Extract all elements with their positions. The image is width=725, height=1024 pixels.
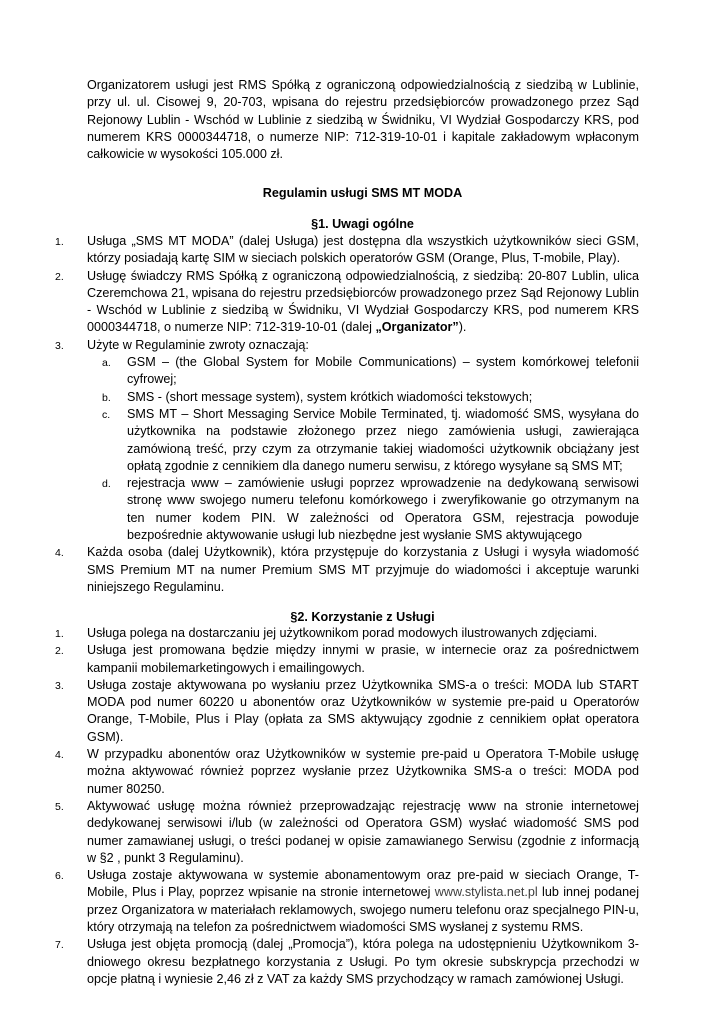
definition-letter: d. bbox=[102, 478, 111, 491]
item-number: 2. bbox=[55, 645, 64, 658]
list-item bbox=[0, 798, 725, 867]
definition-item bbox=[0, 354, 725, 389]
definition-text: GSM – (the Global System for Mobile Communications) – system komórkowej telefonii cyfrowej; bbox=[127, 355, 639, 387]
item-text: Usługa polega na dostarczaniu jej użytkownikom porad modowych ilustrowanych zdjęciami. bbox=[87, 626, 598, 640]
item-number: 1. bbox=[55, 236, 64, 248]
definition-letter: a. bbox=[102, 357, 111, 370]
item-number: 1. bbox=[55, 628, 64, 640]
item-number: 6. bbox=[55, 870, 64, 883]
list-item bbox=[0, 337, 725, 354]
definition-letter: b. bbox=[102, 391, 111, 404]
definition-text: SMS - (short message system), system krótkich wiadomości tekstowych; bbox=[127, 389, 533, 404]
item-number: 4. bbox=[55, 749, 64, 762]
item-text: Użyte w Regulaminie zwroty oznaczają: bbox=[87, 337, 309, 352]
list-item bbox=[0, 936, 725, 988]
website-link[interactable]: www.stylista.net.pl bbox=[434, 885, 538, 900]
item-number: 7. bbox=[55, 939, 64, 952]
definition-text: rejestracja www – zamówienie usługi poprzez wprowadzenie na dedykowaną serwisowi stronę www swojego numeru telefonu komórkowego i zweryfikowanie go otrzymanym na ten numer kodem PIN. W zależności od Operatora GSM, rejestracja powoduje bezpośrednie aktywowanie usługi lub niezbędne jest wysłanie SMS aktywującego bbox=[127, 476, 639, 543]
list-item bbox=[0, 268, 725, 337]
list-item bbox=[0, 867, 725, 936]
item-text: Usługa zostaje aktywowana w systemie abonamentowym oraz pre-paid w sieciach Orange, T-Mobile, Plus i Play, poprzez wpisanie na stronie internetowej www.stylista.net.pl lub innej podanej przez Organizatora w materiałach reklamowych, swojego numeru telefonu oraz specjalnego PIN-u, który otrzymają na telefon za pośrednictwem wiadomości SMS wysłanej z systemu RMS. bbox=[87, 868, 639, 935]
list-item bbox=[0, 746, 725, 798]
item-number: 2. bbox=[55, 270, 64, 283]
list-item bbox=[0, 233, 725, 268]
list-item bbox=[0, 677, 725, 746]
item-text: Usługa zostaje aktywowana po wysłaniu przez Użytkownika SMS-a o treści: MODA lub START MODA pod numer 60220 u abonentów oraz Użytkowników w systemie pre-paid u Operatorów Orange, T-Mobile, Plus i Play (opłata za SMS aktywujący zgodnie z cennikiem opłat operatora GSM). bbox=[87, 677, 639, 744]
definition-item bbox=[0, 475, 725, 544]
organizator-term: „Organizator” bbox=[375, 320, 459, 335]
item-number: 5. bbox=[55, 800, 64, 813]
item-text: Usługa „SMS MT MODA” (dalej Usługa) jest dostępna dla wszystkich użytkowników sieci GSM, którzy posiadają kartę SIM w sieciach polskich operatorów GSM (Orange, Plus, T-mobile, Play). bbox=[87, 234, 639, 266]
definition-item bbox=[0, 406, 725, 475]
item-number: 3. bbox=[55, 339, 64, 352]
list-item bbox=[0, 642, 725, 677]
section-2-heading: §2. Korzystanie z Usługi bbox=[290, 610, 435, 624]
list-item bbox=[0, 625, 725, 642]
definition-text: SMS MT – Short Messaging Service Mobile Terminated, tj. wiadomość SMS, wysyłana do użytkownika na podstawie złożonego przez niego zamówienia usługi, zawierająca zamówioną treść, przy czym za otrzymanie takiej wiadomości użytkownik obciążany jest opłatą zgodnie z cennikiem dla danego numeru serwisu, z którego wysyłane są SMS MT; bbox=[127, 406, 639, 473]
section-2-list bbox=[0, 625, 725, 988]
definition-item bbox=[0, 389, 725, 406]
section-1-heading: §1. Uwagi ogólne bbox=[311, 217, 414, 231]
item-number: 3. bbox=[55, 679, 64, 692]
item-number: 4. bbox=[55, 547, 64, 560]
item-text: Każda osoba (dalej Użytkownik), która przystępuje do korzystania z Usługi i wysyła wiadomość SMS Premium MT na numer Premium SMS MT przyjmuje do wiadomości i akceptuje warunki niniejszego Regulaminu. bbox=[87, 545, 639, 594]
item-text: Usługę świadczy RMS Spółką z ograniczoną odpowiedzialnością, z siedzibą: 20-807 Lublin, ulica Czeremchowa 21, wpisana do rejestru przedsiębiorców prowadzonego przez Sąd Rejonowy Lublin - Wschód w Lublinie z siedzibą w Świdniku, VI Wydział Gospodarczy KRS, pod numerem KRS 0000344718, o numerze NIP: 712-319-10-01 (dalej „Organizator”). bbox=[87, 268, 639, 335]
definition-letter: c. bbox=[102, 408, 111, 421]
item-text: Usługa jest promowana będzie między innymi w prasie, w internecie oraz za pośrednictwem kampanii mobilemarketingowych i emailingowych. bbox=[87, 643, 639, 675]
document-title: Regulamin usługi SMS MT MODA bbox=[262, 186, 463, 200]
intro-paragraph: Organizatorem usługi jest RMS Spółką z ograniczoną odpowiedzialnością z siedzibą w Lublinie, przy ul. ul. Cisowej 9, 20-703, wpisana do rejestru przedsiębiorców prowadzonego przez Sąd Rejonowy Lublin - Wschód w Lublinie z siedzibą w Świdniku, VI Wydział Gospodarczy KRS, pod numerem KRS 0000344718, o numerze NIP: 712-319-10-01 i kapitale zakładowym wpłaconym całkowicie w wysokości 105.000 zł. bbox=[87, 78, 639, 162]
section-1-list bbox=[0, 233, 725, 596]
item-text: Usługa jest objęta promocją (dalej „Promocja”), która polega na udostępnieniu Użytkownikom 3-dniowego okresu bezpłatnego korzystania z Usługi. Po tym okresie subskrypcja przechodzi w opcje płatną i wyniesie 2,46 zł z VAT za każdy SMS przychodzący w ramach zamówionej Usługi. bbox=[87, 937, 639, 986]
item-text: W przypadku abonentów oraz Użytkowników w systemie pre-paid u Operatora T-Mobile usługę można aktywować również poprzez wysłanie przez Użytkownika SMS-a o treści: MODA pod numer 80250. bbox=[87, 747, 639, 796]
item-text: Aktywować usługę można również przeprowadzając rejestrację www na stronie internetowej dedykowanej serwisowi i/lub (w zależności od Operatora GSM) wysłać wiadomość SMS pod numer zamawianej usługi, o treści podanej w opisie zamawianego Serwisu (zgodnie z informacją w §2 , punkt 3 Regulaminu). bbox=[87, 798, 639, 865]
list-item bbox=[0, 544, 725, 596]
